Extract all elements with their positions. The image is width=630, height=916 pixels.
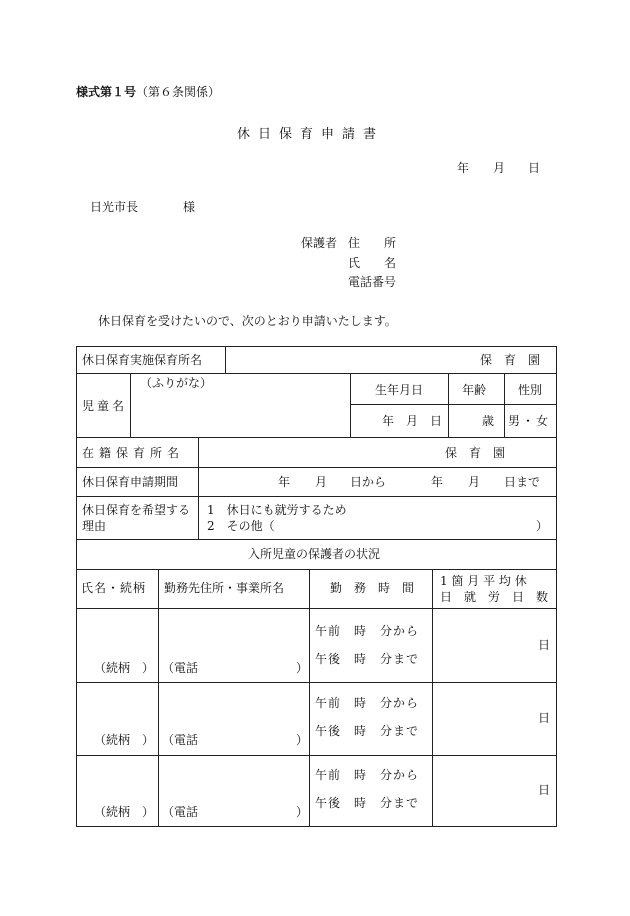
date-year: 年 <box>457 161 470 175</box>
date-month: 月 <box>493 161 506 175</box>
row-phone-close: ） <box>296 661 309 675</box>
child-name-label-text: 児童名 <box>82 399 128 413</box>
row-am-time[interactable]: 午前 時 分から <box>315 768 420 782</box>
facility-label: 休日保育実施保育所名 <box>82 353 203 367</box>
row-day-unit: 日 <box>538 783 551 797</box>
birth-year-unit: 年 <box>382 414 395 428</box>
addressee: 日光市長 <box>90 200 139 214</box>
enrolled-suffix: 保 育 園 <box>445 446 506 460</box>
intro-text: 休日保育を受けたいので、次のとおり申請いたします。 <box>98 314 397 328</box>
period-from-day: 日から <box>350 475 387 489</box>
row-phone[interactable]: （電話 <box>162 733 199 747</box>
row-phone-close: ） <box>296 805 309 819</box>
birth-day-unit: 日 <box>430 414 443 428</box>
birth-month-unit: 月 <box>406 414 419 428</box>
col-header-hours: 勤 務 時 間 <box>330 581 415 595</box>
page-title: 休日保育申請書 <box>237 127 385 142</box>
row-am-time[interactable]: 午前 時 分から <box>315 696 420 710</box>
row-relation[interactable]: （続柄 ） <box>94 661 155 675</box>
period-to-year: 年 <box>431 475 444 489</box>
application-form-table <box>76 346 557 827</box>
enrolled-label: 在籍保育所名 <box>82 446 185 460</box>
row-relation[interactable]: （続柄 ） <box>94 733 155 747</box>
age-unit: 歳 <box>482 414 495 428</box>
row-pm-time[interactable]: 午後 時 分まで <box>315 724 420 738</box>
row-phone[interactable]: （電話 <box>162 805 199 819</box>
row-pm-time[interactable]: 午後 時 分まで <box>315 652 420 666</box>
reason-label-line1: 休日保育を希望する <box>82 503 191 517</box>
honorific: 様 <box>183 200 196 214</box>
row-am-time[interactable]: 午前 時 分から <box>315 624 420 638</box>
reason-option-other[interactable]: 2 その他（ <box>207 519 275 533</box>
address-label: 住 所 <box>348 236 397 250</box>
gender-label: 性別 <box>518 383 543 397</box>
period-to-month: 月 <box>468 475 481 489</box>
facility-suffix: 保 育 園 <box>480 353 541 367</box>
form-number-ref: （第６条関係） <box>136 85 221 99</box>
date-day: 日 <box>528 161 541 175</box>
row-pm-time[interactable]: 午後 時 分まで <box>315 796 420 810</box>
col-header-days-line1: 1 箇 月 平 均 休 <box>440 574 527 588</box>
age-label: 年齢 <box>462 383 487 397</box>
name-label: 氏 名 <box>348 256 397 270</box>
furigana-label: （ふりがな） <box>140 376 213 390</box>
guardian-label: 保護者 <box>301 236 338 250</box>
child-name-input[interactable] <box>131 392 349 436</box>
row-day-unit: 日 <box>538 711 551 725</box>
col-header-workplace: 勤務先住所・事業所名 <box>164 581 285 595</box>
form-number-bold: 様式第１号 <box>76 85 137 99</box>
col-header-name: 氏名・続柄 <box>81 581 147 595</box>
period-to-day: 日まで <box>504 475 541 489</box>
reason-option-work[interactable]: 1 休日にも就労するため <box>207 503 347 517</box>
birthdate-label: 生年月日 <box>375 383 424 397</box>
period-label: 休日保育申請期間 <box>82 475 179 489</box>
child-name-label <box>82 398 127 414</box>
col-header-days-line2: 日 就 労 日 数 <box>440 590 549 604</box>
row-relation[interactable]: （続柄 ） <box>94 805 155 819</box>
period-from-month: 月 <box>315 475 328 489</box>
form-number <box>76 83 220 100</box>
reason-other-close: ） <box>536 519 549 533</box>
reason-label-line2: 理由 <box>82 519 107 533</box>
phone-label: 電話番号 <box>348 275 397 289</box>
row-day-unit: 日 <box>538 638 551 652</box>
gender-options[interactable]: 男・女 <box>508 414 551 428</box>
row-phone[interactable]: （電話 <box>162 661 199 675</box>
row-phone-close: ） <box>296 733 309 747</box>
period-from-year: 年 <box>278 475 291 489</box>
guardian-section-title: 入所児童の保護者の状況 <box>248 547 381 561</box>
